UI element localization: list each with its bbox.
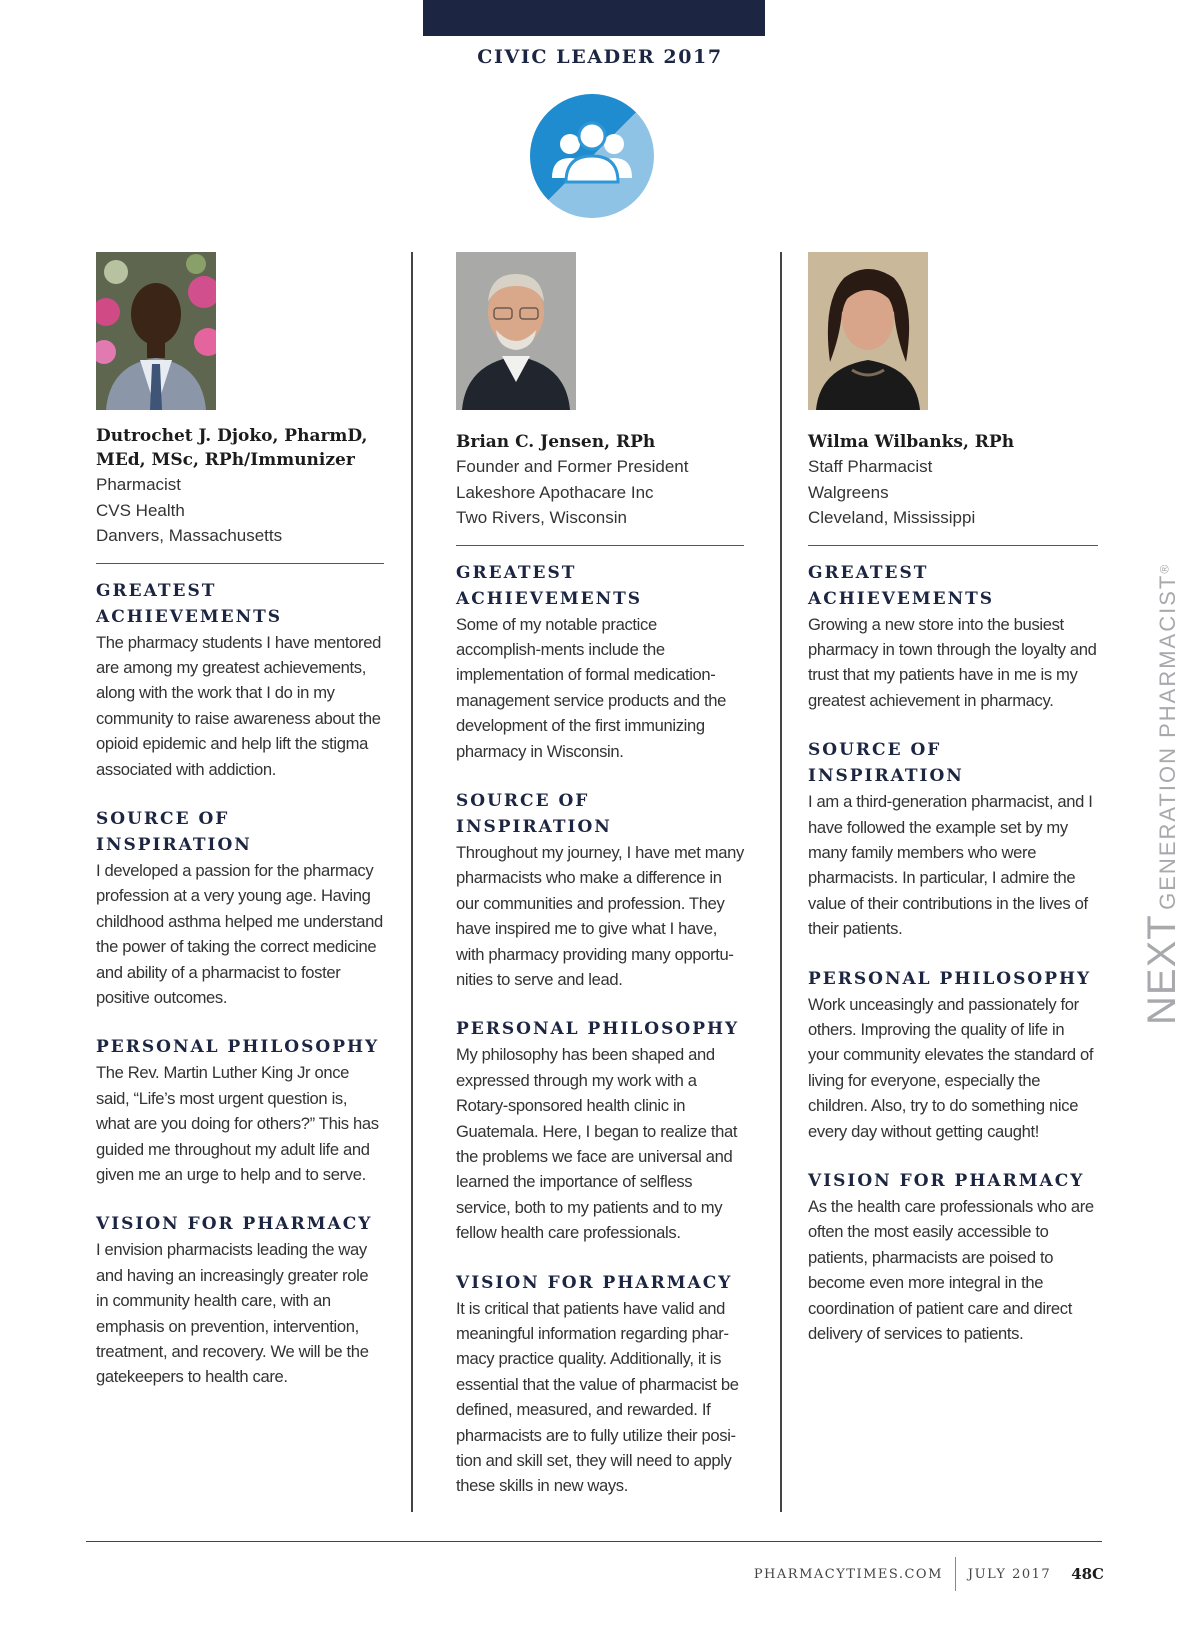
brand-tagline: GENERATION PHARMACIST [1155, 573, 1180, 910]
footer-rule [86, 1541, 1102, 1542]
column-divider [411, 252, 413, 1512]
portrait-photo [808, 252, 928, 410]
header-bar [423, 0, 765, 36]
section-text: I envision pharmacists leading the way and having an increasingly greater role in community health care, with an emphasis on prevention, intervention, treatment, and recovery. We will be the gatekeepers to health care. [96, 1240, 369, 1387]
section-heading: VISION FOR PHARMACY [96, 1214, 373, 1235]
section-text: Growing a new store into the busiest pharmacy in town through the loyalty and trust that my patients have in me is my greatest achievement in pharmacy. [808, 614, 1097, 710]
footer-site: PHARMACYTIMES.COM [753, 1566, 943, 1582]
portrait-photo [96, 252, 216, 410]
section-text: It is critical that patients have valid and meaningful information regarding phar-macy practice quality. Additionally, it is essential that the value of pharmacist be defined, measured, and rewarded. If pharmacists are to fully utilize their posi-tion and skill set, they will need to apply these skills in new ways. [456, 1298, 739, 1496]
section-heading: PERSONAL PHILOSOPHY [456, 1019, 740, 1040]
footer [754, 1557, 1104, 1591]
person-name: Dutrochet J. Djoko, PharmD, [96, 426, 368, 446]
section-rule [808, 545, 1098, 546]
section-heading: VISION FOR PHARMACY [808, 1171, 1085, 1191]
person-location: Two Rivers, Wisconsin [456, 508, 627, 527]
people-group-icon [530, 94, 654, 218]
section-heading: GREATEST ACHIEVEMENTS [96, 580, 283, 627]
section-rule [96, 563, 384, 564]
person-company: CVS Health [96, 500, 185, 520]
person-name: Wilma Wilbanks, RPh [808, 432, 1015, 452]
section-title: CIVIC LEADER 2017 [477, 46, 723, 68]
section-heading: SOURCE OF INSPIRATION [808, 740, 964, 787]
section-text: The pharmacy students I have mentored are among my greatest achievements, along with the work that I do in my community to raise awareness about the opioid epidemic and help lift the stigma associated with addiction. [96, 632, 381, 779]
section-text: Throughout my journey, I have met many pharmacists who make a difference in our communities and profession. They have inspired me to give what I have, with pharmacy providing many opportu-nities to serve and lead. [456, 842, 744, 989]
section-rule [456, 545, 744, 546]
portrait-photo [456, 252, 576, 410]
brand-next: NEXT [1140, 914, 1184, 1025]
section-heading: VISION FOR PHARMACY [456, 1272, 733, 1293]
profile-card [456, 252, 744, 1523]
page-number: 48C [1071, 1565, 1104, 1583]
next-generation-pharmacist-logo [1140, 564, 1184, 1025]
section-heading: SOURCE OF INSPIRATION [456, 790, 612, 837]
profile-card [808, 252, 1098, 1370]
footer-separator [955, 1557, 956, 1591]
section-text: Some of my notable practice accomplish-ments include the implementation of formal medication-management service products and the development of the first immunizing pharmacy in Wisconsin. [456, 614, 727, 761]
section-text: My philosophy has been shaped and expressed through my work with a Rotary-sponsored health clinic in Guatemala. Here, I began to realize that the problems we face are universal and learned the importance of selfless service, both to my patients and to my fellow health care professionals. [456, 1045, 738, 1243]
section-text: I developed a passion for the pharmacy profession at a very young age. Having childhood asthma helped me understand the power of taking the correct medicine and ability of a pharmacist to foster positive outcomes. [96, 860, 383, 1007]
person-title: Staff Pharmacist [808, 457, 933, 476]
section-text: I am a third-generation pharmacist, and I have followed the example set by my many family members who were pharmacists. In particular, I admire the value of their contributions in the lives of their patients. [808, 792, 1093, 939]
section-heading: SOURCE OF INSPIRATION [96, 808, 252, 855]
section-heading: PERSONAL PHILOSOPHY [96, 1037, 380, 1058]
column-divider [780, 252, 782, 1512]
person-name: Brian C. Jensen, RPh [456, 432, 656, 452]
section-heading: GREATEST ACHIEVEMENTS [456, 562, 643, 609]
section-heading: PERSONAL PHILOSOPHY [808, 968, 1092, 989]
person-credentials: MEd, MSc, RPh/Immunizer [96, 450, 355, 470]
person-title: Pharmacist [96, 475, 182, 494]
person-location: Danvers, Massachusetts [96, 526, 283, 545]
person-company: Walgreens [808, 482, 889, 502]
section-text: Work unceasingly and passionately for others. Improving the quality of life in your community elevates the standard of living for everyone, especially the children. Also, try to do something nice every day without getting caught! [808, 994, 1094, 1141]
footer-date: JULY 2017 [967, 1566, 1052, 1582]
profile-card [96, 252, 384, 1414]
person-company: Lakeshore Apothacare Inc [456, 482, 654, 502]
section-heading: GREATEST ACHIEVEMENTS [808, 562, 995, 609]
registered-mark: ® [1157, 564, 1172, 574]
section-text: As the health care professionals who are often the most easily accessible to patients, pharmacists are poised to become even more integral in the coordination of patient care and direct delivery of services to patients. [808, 1197, 1094, 1344]
person-location: Cleveland, Mississippi [808, 508, 976, 527]
section-text: The Rev. Martin Luther King Jr once said, “Life’s most urgent question is, what are you doing for others?” This has guided me throughout my adult life and given me an urge to help and to serve. [96, 1063, 379, 1184]
person-title: Founder and Former President [456, 457, 689, 476]
